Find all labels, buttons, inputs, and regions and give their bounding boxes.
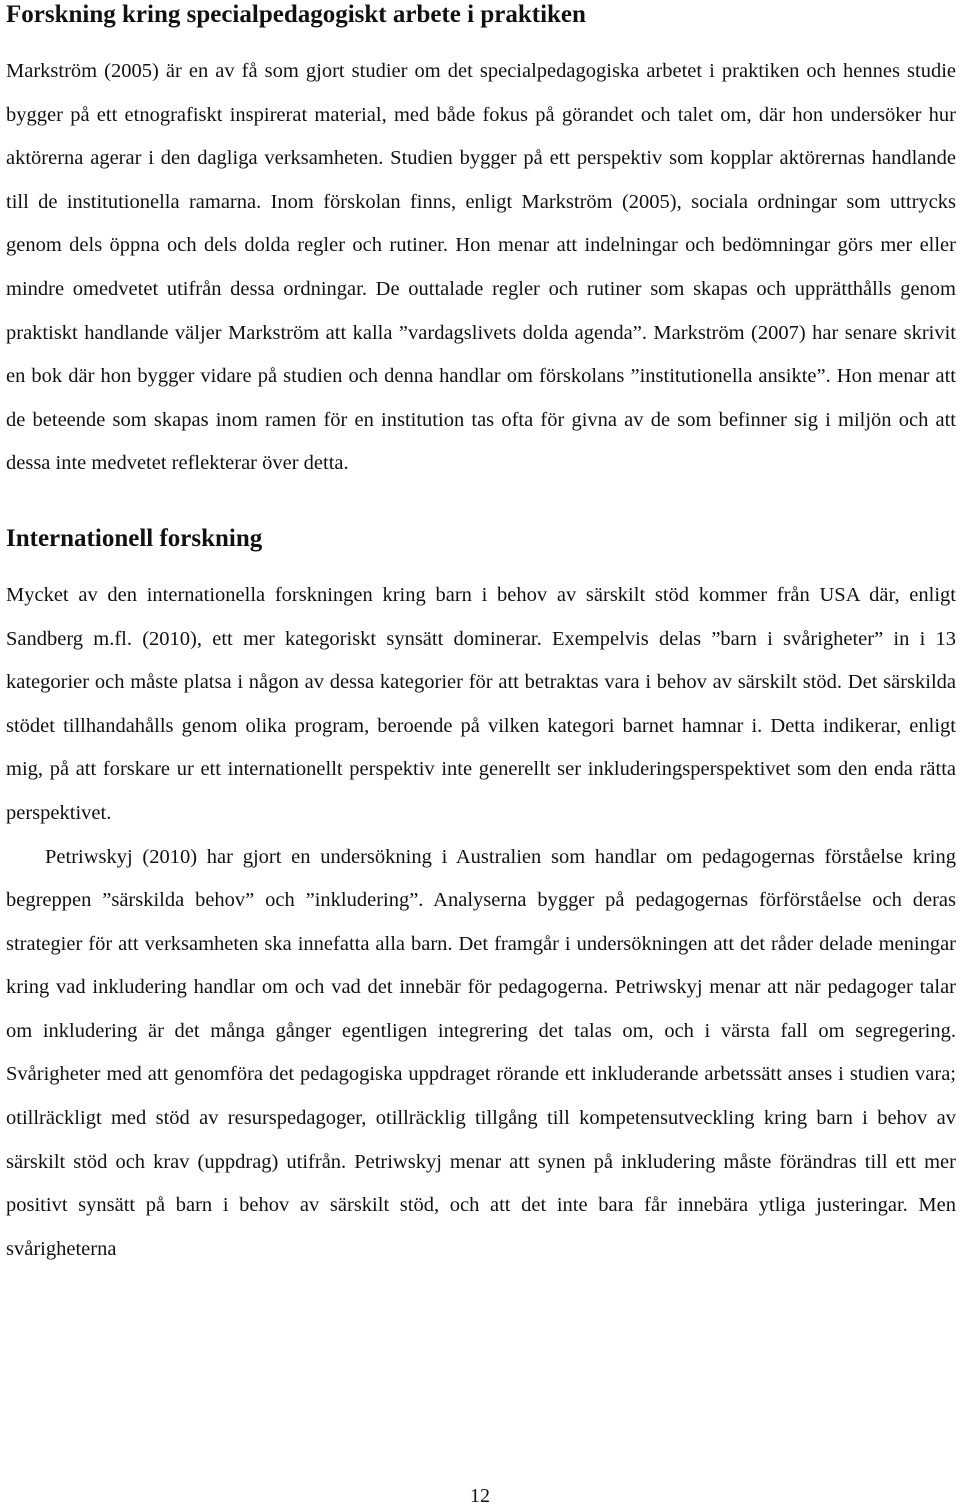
body-paragraph: Petriwskyj (2010) har gjort en undersökning i Australien som handlar om pedagogernas förståelse kring begreppen ”särskilda behov” och ”inkludering”. Analyserna bygger på pedagogernas förförståelse och deras strategier för att verksamheten ska innefatta alla barn. Det framgår i undersökningen att det råder delade meningar kring vad inkludering handlar om och vad det innebär för pedagogerna. Petriwskyj menar att när pedagoger talar om inkludering är det många gånger egentligen integrering det talas om, och i värsta fall om segregering. Svårigheter med att genomföra det pedagogiska uppdraget rörande ett inkluderande arbetssätt anses i studien vara; otillräckligt med stöd av resurspedagoger, otillräcklig tillgång till kompetensutveckling kring barn i behov av särskilt stöd och krav (uppdrag) utifrån. Petriwskyj menar att synen på inkludering måste förändras till ett mer positivt synsätt på barn i behov av särskilt stöd, och att det inte bara får innebära ytliga justeringar. Men svårigheterna [6,845,956,1260]
section-heading-internationell-forskning: Internationell forskning [6,524,263,552]
page-number: 12 [470,1485,490,1507]
body-paragraph: Mycket av den internationella forskningen kring barn i behov av särskilt stöd kommer från USA där, enligt Sandberg m.fl. (2010), ett mer kategoriskt synsätt dominerar. Exempelvis delas ”barn i svårigheter” in i 13 kategorier och måste platsa i någon av dessa kategorier för att betraktas vara i behov av särskilt stöd. Det särskilda stödet tillhandahålls genom olika program, beroende på vilken kategori barnet hamnar i. Detta indikerar, enligt mig, på att forskare ur ett internationellt perspektiv inte generellt ser inkluderingsperspektivet som den enda rätta perspektivet. [6,583,956,824]
section-heading-specialpedagogiskt-arbete: Forskning kring specialpedagogiskt arbete i praktiken [6,1,586,28]
document-page [6,0,956,1271]
body-paragraph: Markström (2005) är en av få som gjort studier om det specialpedagogiska arbetet i praktiken och hennes studie bygger på ett etnografiskt inspirerat material, med både fokus på görandet och talet om, där hon undersöker hur aktörerna agerar i den dagliga verksamheten. Studien bygger på ett perspektiv som kopplar aktörernas handlande till de institutionella ramarna. Inom förskolan finns, enligt Markström (2005), sociala ordningar som uttrycks genom dels öppna och dels dolda regler och rutiner. Hon menar att indelningar och bedömningar görs mer eller mindre omedvetet utifrån dessa ordningar. De outtalade regler och rutiner som skapas och upprätthålls genom praktiskt handlande väljer Markström att kalla ”vardagslivets dolda agenda”. Markström (2007) har senare skrivit en bok där hon bygger vidare på studien och denna handlar om förskolans ”institutionella ansikte”. Hon menar att de beteende som skapas inom ramen för en institution tas ofta för givna av de som befinner sig i miljön och att dessa inte medvetet reflekterar över detta. [6,60,956,475]
